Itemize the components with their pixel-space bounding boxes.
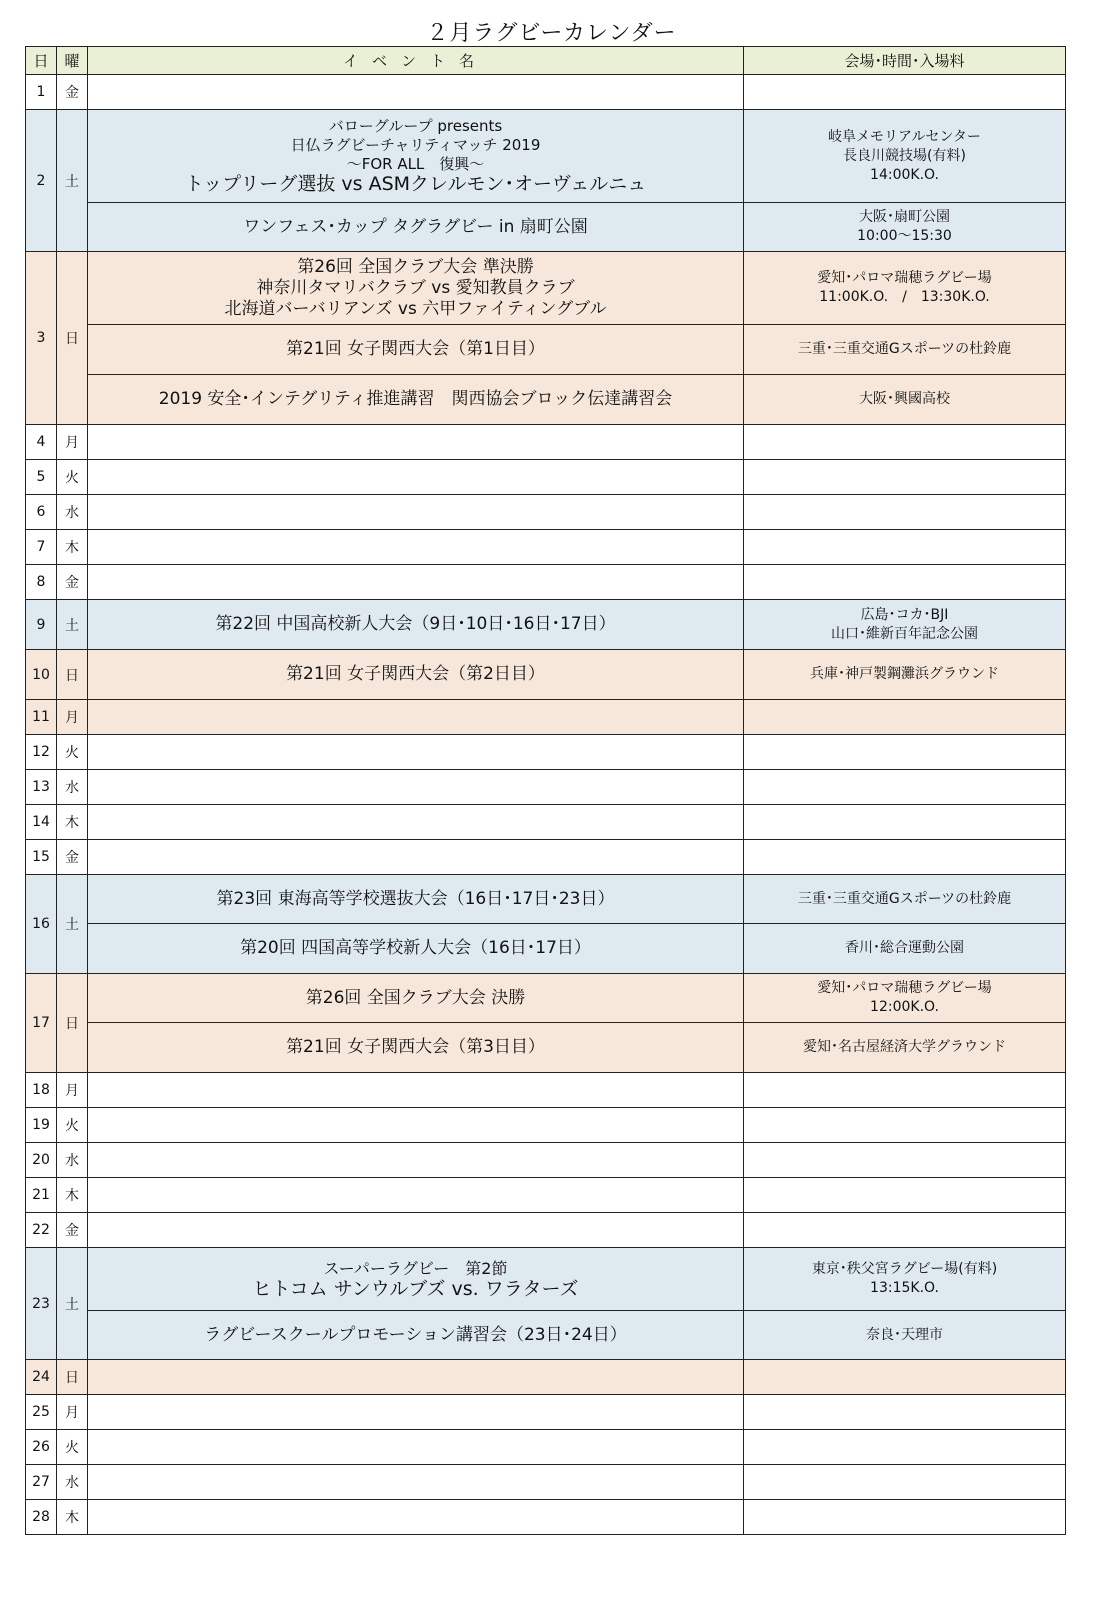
event-cell [88,1108,744,1143]
day-number: 19 [26,1108,57,1143]
venue-line: 11:00K.O. / 13:30K.O. [819,289,990,305]
day-row-1 [26,75,1066,110]
day-row-8 [26,565,1066,600]
event-line: ～FOR ALL 復興～ [346,155,485,173]
day-of-week: 木 [57,1500,88,1535]
header-dow: 曜 [57,47,88,75]
venue-cell [744,252,1066,325]
day-row-21 [26,1178,1066,1213]
day-row-7 [26,530,1066,565]
venue-cell [744,735,1066,770]
day-row-3-sub [26,325,1066,375]
venue-cell [744,1395,1066,1430]
venue-line: 愛知･パロマ瑞穂ラグビー場 [817,980,992,996]
venue-cell [744,805,1066,840]
day-of-week: 日 [57,1360,88,1395]
day-number: 25 [26,1395,57,1430]
day-row-4 [26,425,1066,460]
venue-line: 12:00K.O. [870,999,939,1015]
day-number: 12 [26,735,57,770]
venue-cell [744,1430,1066,1465]
day-of-week: 月 [57,1073,88,1108]
event-cell [88,1213,744,1248]
day-number: 13 [26,770,57,805]
day-number: 3 [26,252,57,425]
day-row-3-sub [26,375,1066,425]
venue-cell [744,1465,1066,1500]
venue-cell [744,495,1066,530]
venue-cell: 三重･三重交通Gスポーツの杜鈴鹿 [744,325,1066,375]
event-cell [88,805,744,840]
venue-cell [744,600,1066,650]
day-of-week: 月 [57,1395,88,1430]
event-cell [88,425,744,460]
day-of-week: 水 [57,495,88,530]
day-row-17 [26,974,1066,1023]
event-cell [88,495,744,530]
day-number: 20 [26,1143,57,1178]
event-cell [88,565,744,600]
day-number: 28 [26,1500,57,1535]
venue-cell: 兵庫･神戸製鋼灘浜グラウンド [744,650,1066,700]
day-row-15 [26,840,1066,875]
event-line: ヒトコム サンウルブズ vs. ワラターズ [252,1278,579,1300]
day-of-week: 火 [57,735,88,770]
venue-cell: 香川･総合運動公園 [744,924,1066,974]
venue-cell [744,203,1066,252]
day-of-week: 火 [57,460,88,495]
venue-cell [744,460,1066,495]
day-of-week: 火 [57,1108,88,1143]
day-of-week: 土 [57,875,88,974]
day-row-23-sub [26,1311,1066,1360]
venue-cell: 愛知･名古屋経済大学グラウンド [744,1023,1066,1073]
day-number: 26 [26,1430,57,1465]
venue-cell [744,1360,1066,1395]
event-cell [88,1360,744,1395]
day-row-27 [26,1465,1066,1500]
day-number: 11 [26,700,57,735]
day-row-22 [26,1213,1066,1248]
venue-cell: 三重･三重交通Gスポーツの杜鈴鹿 [744,875,1066,924]
venue-line: 10:00～15:30 [857,228,952,244]
day-of-week: 水 [57,1465,88,1500]
day-number: 1 [26,75,57,110]
venue-cell [744,1500,1066,1535]
day-number: 2 [26,110,57,252]
day-of-week: 金 [57,75,88,110]
event-cell [88,1500,744,1535]
day-number: 5 [26,460,57,495]
day-row-12 [26,735,1066,770]
event-line: 日仏ラグビーチャリティマッチ 2019 [290,136,541,154]
day-number: 24 [26,1360,57,1395]
day-number: 27 [26,1465,57,1500]
venue-cell [744,530,1066,565]
venue-cell [744,700,1066,735]
day-row-16-sub [26,924,1066,974]
venue-cell [744,1248,1066,1311]
day-of-week: 金 [57,565,88,600]
event-cell: 第21回 女子関西大会（第3日目） [88,1023,744,1073]
event-line: 北海道バーバリアンズ vs 六甲ファイティングブル [224,298,607,319]
venue-cell [744,425,1066,460]
day-of-week: 日 [57,252,88,425]
venue-line: 東京･秩父宮ラグビー場(有料) [811,1261,998,1277]
day-of-week: 土 [57,110,88,252]
day-row-5 [26,460,1066,495]
day-number: 16 [26,875,57,974]
page-title: ２月ラグビーカレンダー [426,21,677,46]
day-of-week: 木 [57,530,88,565]
venue-cell: 大阪･興國高校 [744,375,1066,425]
venue-cell [744,1073,1066,1108]
day-number: 14 [26,805,57,840]
day-row-26 [26,1430,1066,1465]
event-cell: ラグビースクールプロモーション講習会（23日･24日） [88,1311,744,1360]
venue-cell [744,770,1066,805]
day-row-25 [26,1395,1066,1430]
event-cell [88,1248,744,1311]
day-row-18 [26,1073,1066,1108]
day-number: 21 [26,1178,57,1213]
header-venue: 会場･時間･入場料 [744,47,1066,75]
event-cell [88,530,744,565]
event-cell [88,735,744,770]
day-of-week: 月 [57,425,88,460]
day-number: 17 [26,974,57,1073]
event-line: 第26回 全国クラブ大会 準決勝 [297,256,534,277]
event-line: バローグループ presents [328,117,503,135]
day-row-2-sub [26,203,1066,252]
venue-cell [744,840,1066,875]
event-cell [88,460,744,495]
event-line: 神奈川タマリバクラブ vs 愛知教員クラブ [256,277,575,298]
day-row-11 [26,700,1066,735]
day-row-20 [26,1143,1066,1178]
venue-line: 山口･維新百年記念公園 [831,625,978,642]
event-cell [88,1430,744,1465]
venue-line: 13:15K.O. [870,1280,939,1296]
day-number: 22 [26,1213,57,1248]
day-number: 6 [26,495,57,530]
day-row-14 [26,805,1066,840]
day-number: 18 [26,1073,57,1108]
day-number: 4 [26,425,57,460]
venue-line: 14:00K.O. [870,166,939,183]
header-event: イベント名 [88,47,744,75]
header-row [26,47,1066,75]
day-row-19 [26,1108,1066,1143]
event-cell [88,700,744,735]
day-of-week: 火 [57,1430,88,1465]
event-line: スーパーラグビー 第2節 [323,1259,508,1278]
day-number: 10 [26,650,57,700]
event-line: トップリーグ選抜 vs ASMクレルモン･オーヴェルニュ [184,173,647,195]
venue-cell [744,1108,1066,1143]
event-cell [88,110,744,203]
day-of-week: 水 [57,770,88,805]
venue-cell [744,1213,1066,1248]
calendar-table [25,46,1066,1535]
day-number: 7 [26,530,57,565]
day-row-24 [26,1360,1066,1395]
day-row-28 [26,1500,1066,1535]
venue-cell [744,1178,1066,1213]
venue-cell: 奈良･天理市 [744,1311,1066,1360]
venue-cell [744,75,1066,110]
venue-line: 広島･コカ･BJI [860,606,949,623]
venue-line: 岐阜メモリアルセンター [828,128,981,145]
event-cell: 第20回 四国高等学校新人大会（16日･17日） [88,924,744,974]
day-of-week: 日 [57,974,88,1073]
day-number: 23 [26,1248,57,1360]
event-cell: 第22回 中国高校新人大会（9日･10日･16日･17日） [88,600,744,650]
day-row-6 [26,495,1066,530]
event-cell: 第21回 女子関西大会（第2日目） [88,650,744,700]
day-of-week: 水 [57,1143,88,1178]
day-row-23 [26,1248,1066,1311]
day-number: 15 [26,840,57,875]
header-day: 日 [26,47,57,75]
venue-cell [744,110,1066,203]
event-cell [88,1465,744,1500]
day-row-9 [26,600,1066,650]
event-cell: ワンフェス･カップ タグラグビー in 扇町公園 [88,203,744,252]
day-of-week: 木 [57,1178,88,1213]
venue-cell [744,565,1066,600]
event-cell [88,840,744,875]
event-cell [88,1395,744,1430]
venue-cell [744,1143,1066,1178]
day-of-week: 金 [57,1213,88,1248]
event-cell [88,75,744,110]
day-of-week: 木 [57,805,88,840]
day-of-week: 土 [57,1248,88,1360]
venue-line: 愛知･パロマ瑞穂ラグビー場 [817,270,992,286]
venue-cell [744,974,1066,1023]
day-number: 9 [26,600,57,650]
event-cell: 第26回 全国クラブ大会 決勝 [88,974,744,1023]
day-of-week: 月 [57,700,88,735]
day-row-2 [26,110,1066,203]
event-cell [88,1178,744,1213]
event-cell [88,770,744,805]
event-cell: 第23回 東海高等学校選抜大会（16日･17日･23日） [88,875,744,924]
day-row-17-sub [26,1023,1066,1073]
day-row-3 [26,252,1066,325]
day-of-week: 日 [57,650,88,700]
day-row-13 [26,770,1066,805]
venue-line: 長良川競技場(有料) [843,147,966,164]
event-cell: 第21回 女子関西大会（第1日目） [88,325,744,375]
event-cell [88,1073,744,1108]
day-of-week: 土 [57,600,88,650]
event-cell [88,1143,744,1178]
day-row-16 [26,875,1066,924]
event-cell [88,252,744,325]
day-of-week: 金 [57,840,88,875]
venue-line: 大阪･扇町公園 [859,209,950,225]
day-row-10 [26,650,1066,700]
day-number: 8 [26,565,57,600]
event-cell: 2019 安全･インテグリティ推進講習 関西協会ブロック伝達講習会 [88,375,744,425]
